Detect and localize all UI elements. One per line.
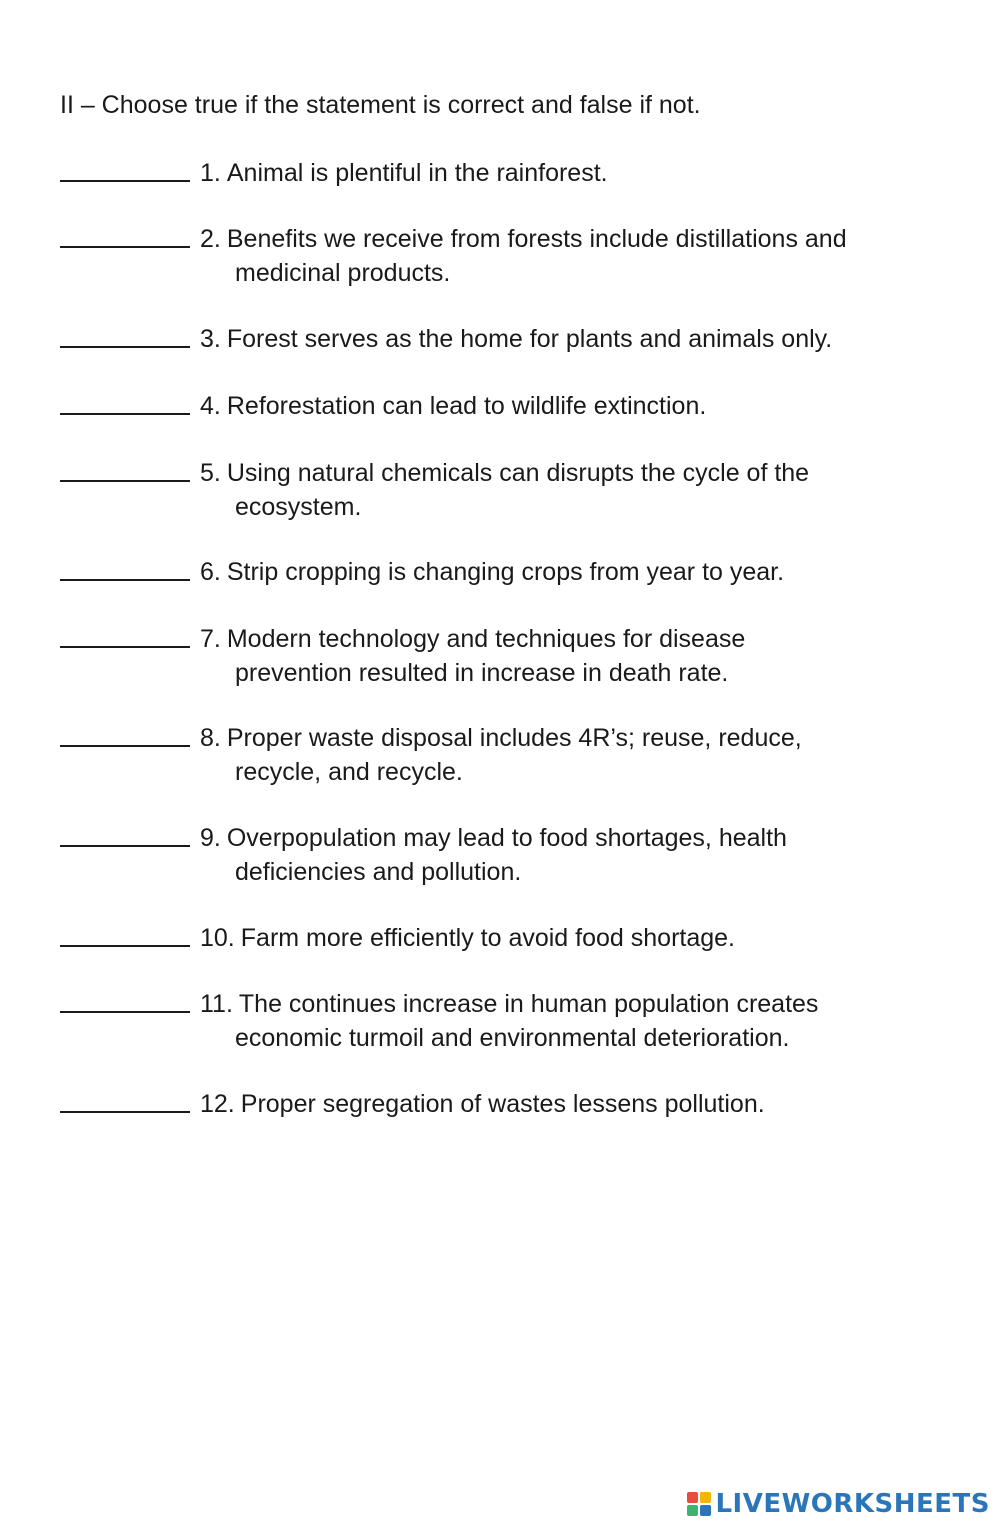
question-text-continued: economic turmoil and environmental deterioration. xyxy=(235,1024,790,1052)
question-number: 5. xyxy=(200,459,221,487)
liveworksheets-logo[interactable] xyxy=(687,1489,990,1519)
question-text: Benefits we receive from forests include distillations and xyxy=(226,225,847,253)
answer-blank[interactable] xyxy=(60,389,190,415)
answer-blank[interactable] xyxy=(60,987,190,1013)
question-text: Using natural chemicals can disrupts the cycle of the xyxy=(226,459,810,487)
question-text: Strip cropping is changing crops from year to year. xyxy=(226,558,785,586)
question-number: 1. xyxy=(200,159,221,187)
answer-blank[interactable] xyxy=(60,821,190,847)
answer-blank[interactable] xyxy=(60,721,190,747)
question-text-continued: medicinal products. xyxy=(235,259,451,287)
question-11 xyxy=(60,986,818,1055)
question-text: The continues increase in human population creates xyxy=(238,990,819,1018)
question-6 xyxy=(60,554,784,589)
question-text-continued: recycle, and recycle. xyxy=(235,758,463,786)
instructions-heading: II – Choose true if the statement is correct and false if not. xyxy=(60,91,701,119)
question-number: 9. xyxy=(200,824,221,852)
question-text: Overpopulation may lead to food shortages, health xyxy=(226,824,787,852)
answer-blank[interactable] xyxy=(60,921,190,947)
question-number: 12. xyxy=(200,1090,235,1118)
answer-blank[interactable] xyxy=(60,555,190,581)
question-10 xyxy=(60,920,735,955)
question-number: 6. xyxy=(200,558,221,586)
answer-blank[interactable] xyxy=(60,322,190,348)
question-4 xyxy=(60,388,706,423)
question-text: Proper waste disposal includes 4R’s; reuse, reduce, xyxy=(226,724,802,752)
question-number: 8. xyxy=(200,724,221,752)
question-text-continued: deficiencies and pollution. xyxy=(235,858,522,886)
question-12 xyxy=(60,1086,765,1121)
question-3 xyxy=(60,321,832,356)
question-5 xyxy=(60,455,809,524)
answer-blank[interactable] xyxy=(60,222,190,248)
question-text-continued: ecosystem. xyxy=(235,493,362,521)
question-text: Animal is plentiful in the rainforest. xyxy=(226,159,608,187)
question-text: Reforestation can lead to wildlife extinction. xyxy=(226,392,707,420)
question-text: Modern technology and techniques for disease xyxy=(226,625,746,653)
question-2 xyxy=(60,221,847,290)
answer-blank[interactable] xyxy=(60,622,190,648)
question-8 xyxy=(60,720,802,789)
answer-blank[interactable] xyxy=(60,456,190,482)
question-9 xyxy=(60,820,787,889)
question-number: 11. xyxy=(200,990,233,1018)
question-text: Farm more efficiently to avoid food shortage. xyxy=(240,924,735,952)
question-text: Forest serves as the home for plants and animals only. xyxy=(226,325,833,353)
answer-blank[interactable] xyxy=(60,1087,190,1113)
liveworksheets-logo-icon xyxy=(687,1492,711,1516)
question-number: 2. xyxy=(200,225,221,253)
question-number: 7. xyxy=(200,625,221,653)
question-text: Proper segregation of wastes lessens pollution. xyxy=(240,1090,765,1118)
question-1 xyxy=(60,155,608,190)
question-number: 10. xyxy=(200,924,235,952)
answer-blank[interactable] xyxy=(60,156,190,182)
question-number: 4. xyxy=(200,392,221,420)
question-number: 3. xyxy=(200,325,221,353)
logo-text: LIVEWORKSHEETS xyxy=(715,1489,990,1519)
question-text-continued: prevention resulted in increase in death rate. xyxy=(235,659,729,687)
question-7 xyxy=(60,621,745,690)
